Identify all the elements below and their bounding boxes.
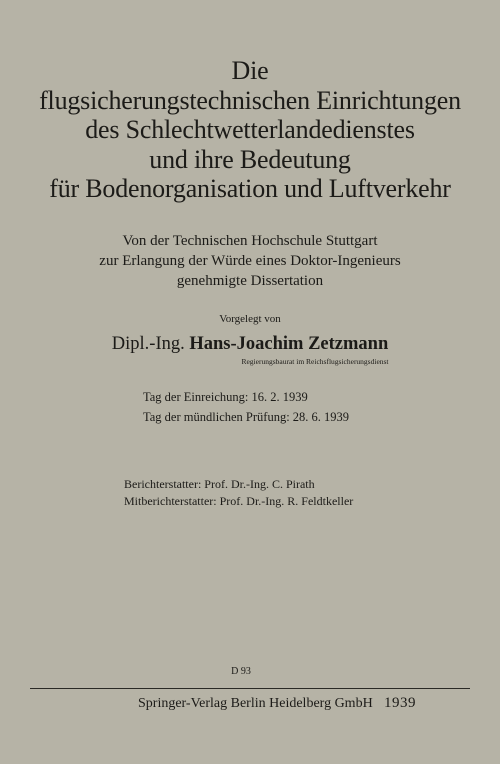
publisher: Springer-Verlag Berlin Heidelberg GmbH xyxy=(138,696,373,711)
divider-rule xyxy=(30,688,470,689)
author-degree: Dipl.-Ing. xyxy=(111,334,185,354)
author-role: Regierungsbaurat im Reichsflugsicherungsdienst xyxy=(241,357,389,366)
title-line: des Schlechtwetterlandedienstes xyxy=(85,115,415,144)
approval-statement xyxy=(0,231,500,291)
dissertation-code: D 93 xyxy=(231,666,251,677)
main-referee: Berichterstatter: Prof. Dr.-Ing. C. Pirath xyxy=(124,477,315,491)
co-referee: Mitberichterstatter: Prof. Dr.-Ing. R. Feldtkeller xyxy=(124,494,354,508)
title-line: Die xyxy=(231,56,269,85)
author xyxy=(0,333,500,355)
approval-line: genehmigte Dissertation xyxy=(176,273,324,289)
submission-date: Tag der Einreichung: 16. 2. 1939 xyxy=(143,390,308,404)
dissertation-title xyxy=(0,56,500,204)
approval-line: zur Erlangung der Würde eines Doktor-Ingenieurs xyxy=(99,253,401,269)
title-line: und ihre Bedeutung xyxy=(149,144,351,174)
author-name: Hans-Joachim Zetzmann xyxy=(189,334,389,354)
title-line: flugsicherungstechnischen Einrichtungen xyxy=(39,85,461,115)
approval-line: Von der Technischen Hochschule Stuttgart xyxy=(122,233,378,249)
dates-block xyxy=(143,387,500,427)
publication-year: 1939 xyxy=(384,695,416,711)
oral-exam-date: Tag der mündlichen Prüfung: 28. 6. 1939 xyxy=(143,410,350,424)
submitted-by-label: Vorgelegt von xyxy=(219,313,281,325)
referees-block xyxy=(124,476,353,510)
title-line: für Bodenorganisation und Luftverkehr xyxy=(49,174,451,203)
